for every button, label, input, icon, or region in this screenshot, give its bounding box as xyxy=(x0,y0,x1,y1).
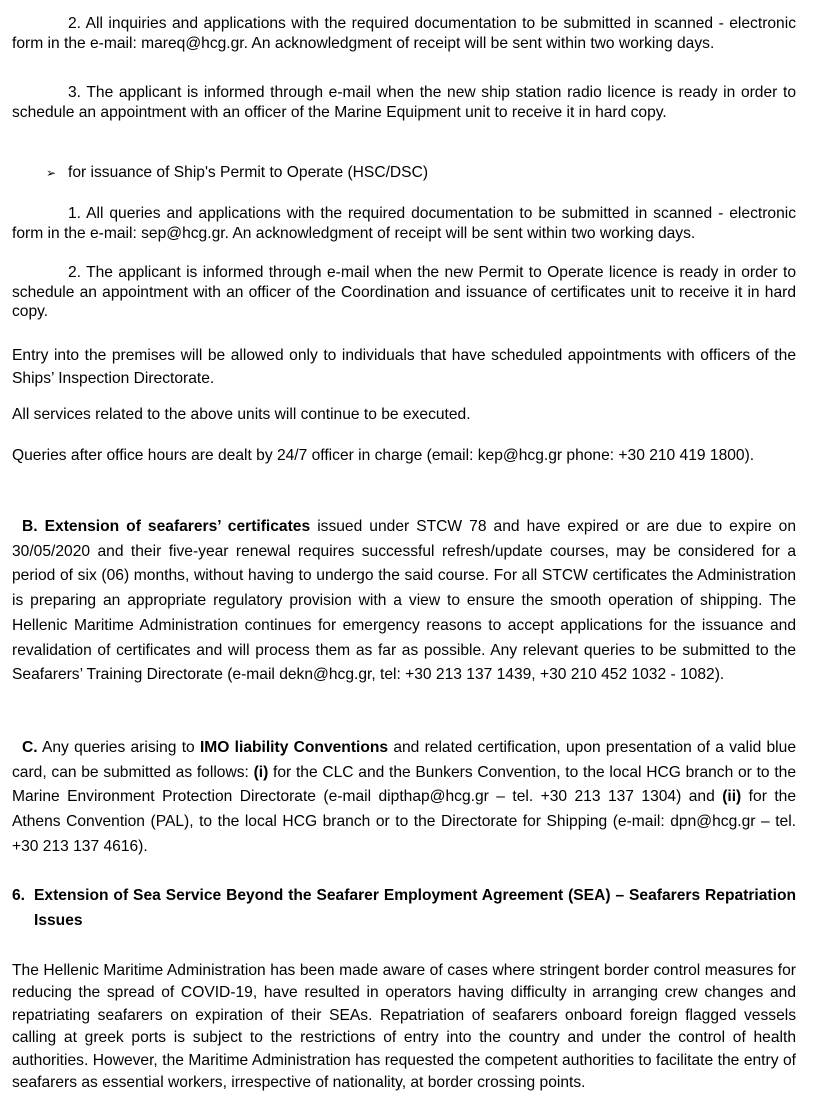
section-c-paragraph xyxy=(12,736,796,860)
entry-paragraph: Entry into the premises will be allowed only to individuals that have scheduled appointments with officers of the Ships’ Inspection Directorate. xyxy=(12,347,796,387)
permit-item-2: 2. The applicant is informed through e-mail when the new Permit to Operate licence is ready in order to schedule an appointment with an officer of the Coordination and issuance of certificates unit to receive it in hard copy. xyxy=(12,264,796,320)
section-c-bold-i: (i) xyxy=(253,763,269,781)
section-6-heading xyxy=(12,884,796,933)
section-c-text-1: Any queries arising to xyxy=(37,739,200,756)
ship-station-item-3: 3. The applicant is informed through e-mail when the new ship station radio licence is ready in order to schedule an appointment with an officer of the Marine Equipment unit to receive it in hard copy. xyxy=(12,84,796,121)
ship-station-item-2: 2. All inquiries and applications with the required documentation to be submitted in scanned - electronic form in the e-mail: mareq@hcg.gr. An acknowledgment of receipt will be sent within two working days. xyxy=(12,15,796,52)
section-b-paragraph xyxy=(12,515,796,688)
section-c-bold-imo: IMO liability Conventions xyxy=(199,739,389,756)
section-c-bold-ii: (ii) xyxy=(722,788,742,806)
section-6-number: 6. xyxy=(12,887,26,904)
section-c-text-3: for the CLC and the Bunkers Convention, to the local HCG branch or to the Marine Environment Protection Directorate (e-mail dipthap@hcg.gr – tel. +30 213 137 1304) and xyxy=(12,763,796,806)
permit-bullet xyxy=(12,163,796,183)
section-b-heading: B. Extension of seafarers’ certificates xyxy=(22,518,311,535)
section-6-title: Extension of Sea Service Beyond the Seafarer Employment Agreement (SEA) – Seafarers Repatriation Issues xyxy=(34,887,796,929)
section-c-text-2: and related certification, upon presentation of a valid blue card, can be submitted as follows: xyxy=(12,739,796,781)
arrow-bullet-icon: ➢ xyxy=(46,166,57,180)
queries-paragraph: Queries after office hours are dealt by 24/7 officer in charge (email: kep@hcg.gr phone: +30 210 419 1800). xyxy=(12,447,755,464)
repatriation-paragraph: The Hellenic Maritime Administration has been made aware of cases where stringent border control measures for reducing the spread of COVID-19, have resulted in operators having difficulty in arranging crew changes and repatriating seafarers on expiration of their SEAs. Repatriation of seafarers onboard foreign flagged vessels calling at greek ports is subject to the restrictions of entry into the country and under the control of health authorities. However, the Maritime Administration has requested the competent authorities to facilitate the entry of seafarers as essential workers, irrespective of nationality, at border crossing points. xyxy=(12,962,796,1092)
section-c-label: C. xyxy=(22,739,38,756)
permit-bullet-text: for issuance of Ship's Permit to Operate (HSC/DSC) xyxy=(68,164,429,181)
permit-item-1: 1. All queries and applications with the required documentation to be submitted in scanned - electronic form in the e-mail: sep@hcg.gr. An acknowledgment of receipt will be sent within two working days. xyxy=(12,205,796,242)
section-b-text: issued under STCW 78 and have expired or are due to expire on 30/05/2020 and their five-year renewal requires successful refresh/update courses, may be considered for a period of six (06) months, without having to undergo the said course. For all STCW certificates the Administration is preparing an appropriate regulatory provision with a view to ensure the smooth operation of shipping. The Hellenic Maritime Administration continues for emergency reasons to accept applications for the issuance and revalidation of certificates and will process them as far as possible. Any relevant queries to be submitted to the Seafarers’ Training Directorate (e-mail dekn@hcg.gr, tel: +30 213 137 1439, +30 210 452 1032 - 1082). xyxy=(12,518,796,684)
services-paragraph: All services related to the above units will continue to be executed. xyxy=(12,406,471,423)
section-c-text-4: for the Athens Convention (PAL), to the local HCG branch or to the Directorate for Shipping (e-mail: dpn@hcg.gr – tel. +30 213 137 4616). xyxy=(12,788,796,855)
